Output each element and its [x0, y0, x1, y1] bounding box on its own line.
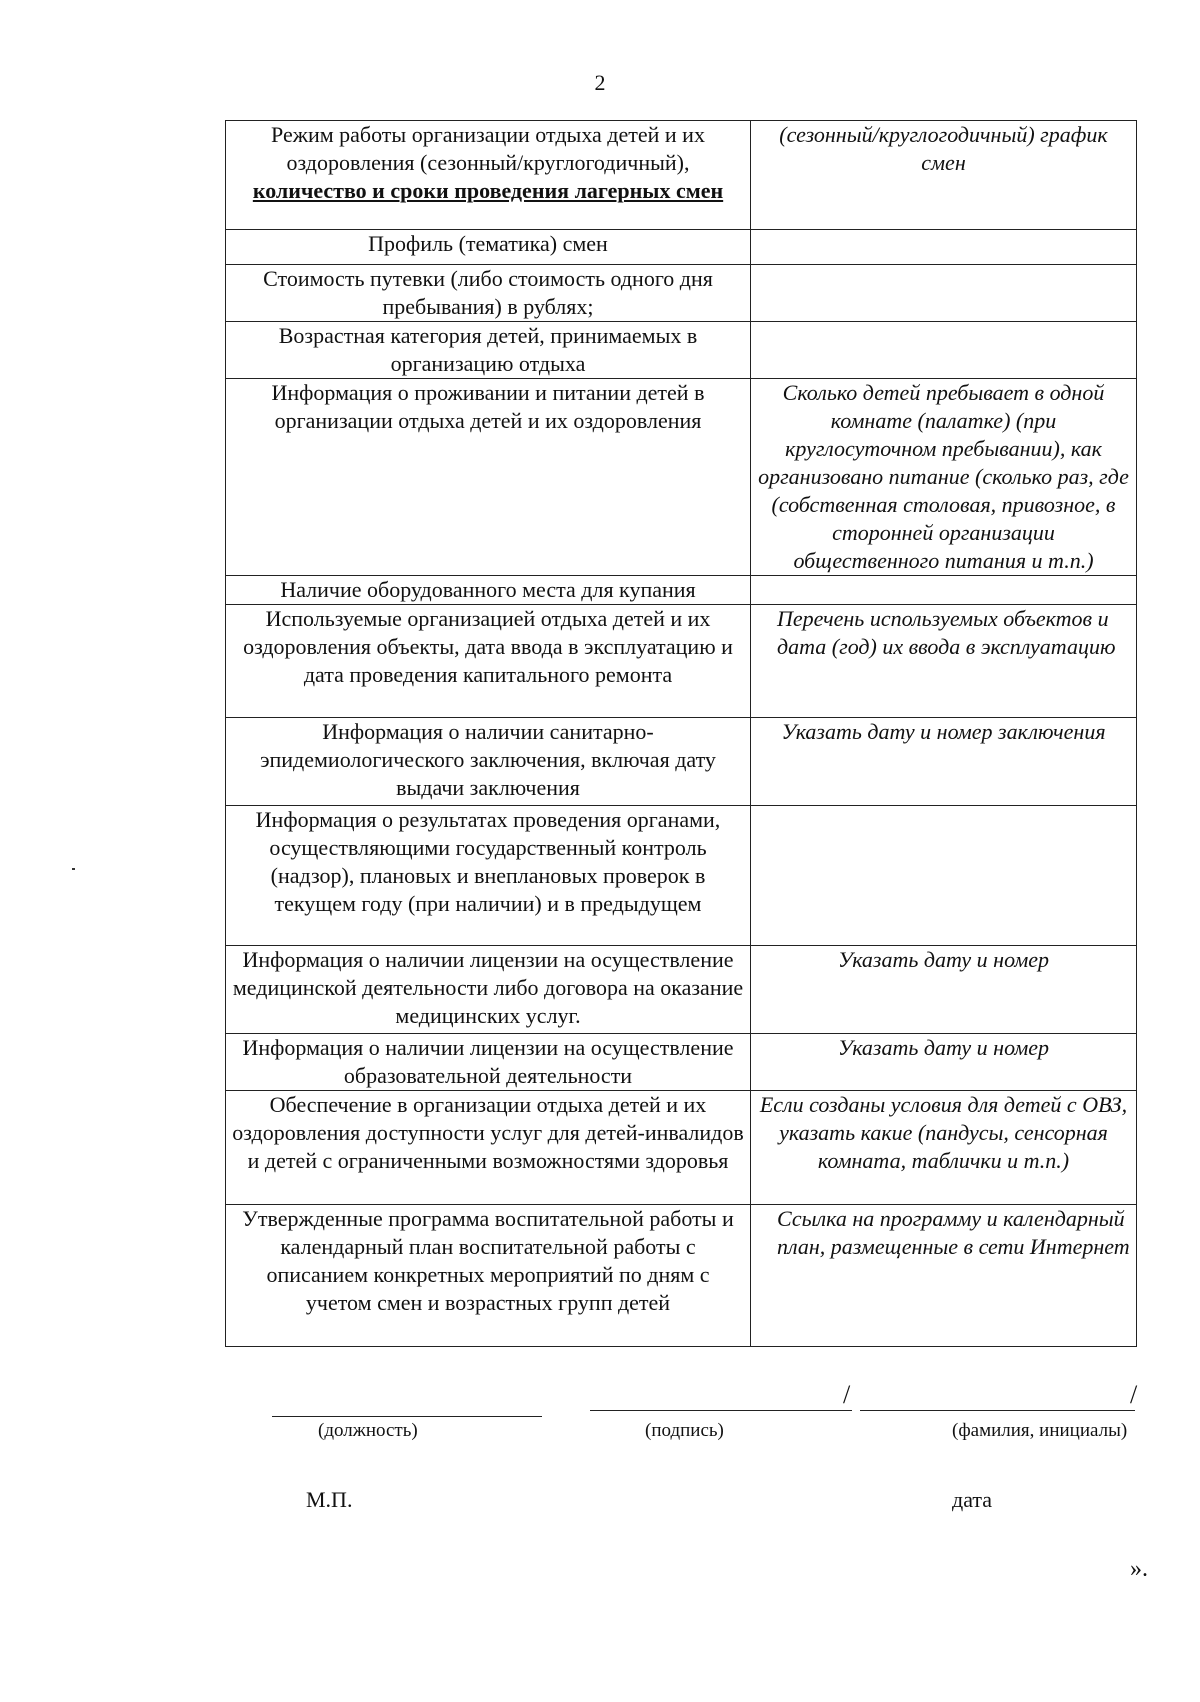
table-row [226, 1091, 1137, 1205]
table-row [226, 576, 1137, 605]
table-row [226, 1205, 1137, 1347]
info-table [225, 120, 1137, 1347]
row-label: Информация о наличии лицензии на осуществление медицинской деятельности либо договора на оказание медицинских услуг. [226, 946, 751, 1034]
row-value [751, 322, 1137, 379]
row-label-text: Режим работы организации отдыха детей и их оздоровления (сезонный/круглогодичный), [271, 122, 705, 175]
row-value-text: Указать дату и номер [837, 947, 1050, 972]
row-value [751, 230, 1137, 265]
row-value-text: Указать дату и номер заключения [781, 719, 1106, 744]
row-label-emphasis: количество и сроки проведения лагерных смен [252, 178, 724, 203]
slash-separator: / [843, 1380, 851, 1409]
row-value [751, 379, 1137, 576]
row-value [751, 265, 1137, 322]
row-value [751, 121, 1137, 230]
row-label: Наличие оборудованного места для купания [226, 576, 751, 605]
row-value-text: Перечень используемых объектов и дата (год) их ввода в эксплуатацию [777, 606, 1116, 659]
row-label: Информация о наличии лицензии на осуществление образовательной деятельности [226, 1034, 751, 1091]
signature-caption: (подпись) [645, 1420, 724, 1441]
date-label: дата [952, 1487, 993, 1512]
row-value-text: Ссылка на программу и календарный план, размещенные в сети Интернет [777, 1206, 1130, 1259]
position-line [272, 1416, 542, 1417]
table-row [226, 379, 1137, 576]
row-label: Утвержденные программа воспитательной работы и календарный план воспитательной работы с описанием конкретных мероприятий по дням с учетом смен и возрастных групп детей [226, 1205, 751, 1347]
row-value [751, 718, 1137, 806]
row-value [751, 806, 1137, 946]
row-label: Информация о результатах проведения органами, осуществляющими государственный контроль (надзор), плановых и внеплановых проверок в текущем году (при наличии) и в предыдущем [226, 806, 751, 946]
row-label: Обеспечение в организации отдыха детей и их оздоровления доступности услуг для детей-инвалидов и детей с ограниченными возможностями здоровья [226, 1091, 751, 1205]
row-label: Возрастная категория детей, принимаемых в организацию отдыха [226, 322, 751, 379]
position-caption: (должность) [318, 1420, 418, 1441]
table-row [226, 605, 1137, 718]
row-label: Стоимость путевки (либо стоимость одного дня пребывания) в рублях; [226, 265, 751, 322]
row-value [751, 1205, 1137, 1347]
row-value [751, 576, 1137, 605]
row-label: Используемые организацией отдыха детей и их оздоровления объекты, дата ввода в эксплуатацию и дата проведения капитального ремонта [226, 605, 751, 718]
table-row [226, 718, 1137, 806]
table-row [226, 265, 1137, 322]
row-value [751, 946, 1137, 1034]
stamp-label: М.П. [306, 1487, 353, 1512]
row-value-text: (сезонный/круглогодичный) график смен [779, 122, 1108, 175]
table-row [226, 121, 1137, 230]
closing-mark: ». [1130, 1556, 1148, 1582]
row-value [751, 1034, 1137, 1091]
name-line [860, 1410, 1135, 1411]
row-label: Информация о проживании и питании детей в организации отдыха детей и их оздоровления [226, 379, 751, 576]
table-row [226, 1034, 1137, 1091]
row-value [751, 605, 1137, 718]
table-row [226, 322, 1137, 379]
table-row [226, 806, 1137, 946]
name-caption: (фамилия, инициалы) [952, 1420, 1128, 1441]
slash-separator: / [1130, 1380, 1138, 1409]
table-row [226, 946, 1137, 1034]
page-number: 2 [594, 70, 606, 95]
row-label: Профиль (тематика) смен [226, 230, 751, 265]
row-label [226, 121, 751, 230]
row-value-text: Сколько детей пребывает в одной комнате (палатке) (при круглосуточном пребывании), как организовано питание (сколько раз, где (собственная столовая, привозное, в сторонней организации общественного питания и т.п.) [758, 380, 1129, 573]
row-value-text: Указать дату и номер [837, 1035, 1050, 1060]
table-row [226, 230, 1137, 265]
signature-line [590, 1410, 852, 1411]
row-value [751, 1091, 1137, 1205]
stray-mark [72, 868, 75, 870]
row-label: Информация о наличии санитарно-эпидемиологического заключения, включая дату выдачи заключения [226, 718, 751, 806]
row-value-text: Если созданы условия для детей с ОВЗ, указать какие (пандусы, сенсорная комната, таблички и т.п.) [759, 1092, 1128, 1173]
